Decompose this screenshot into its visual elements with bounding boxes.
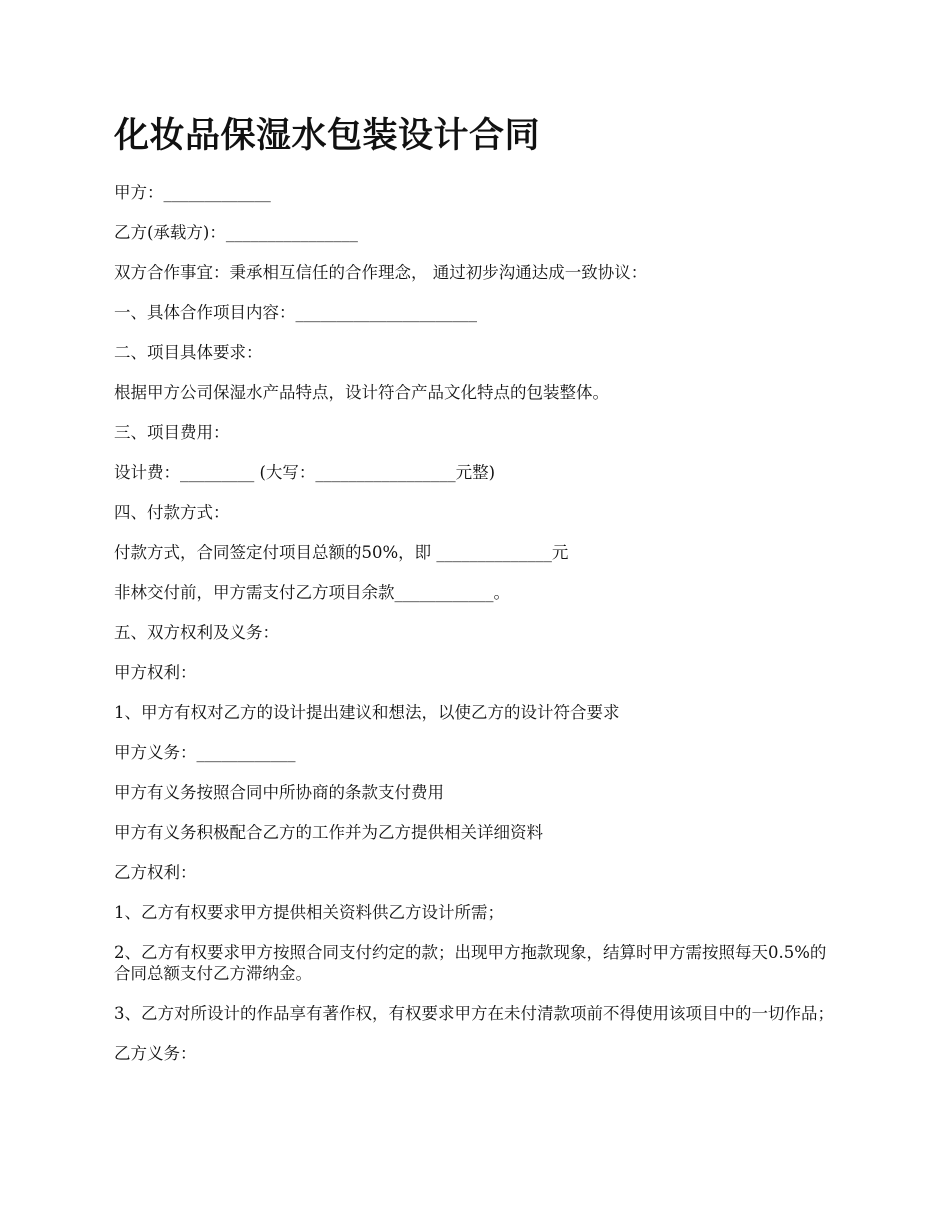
payment-method-line: 付款方式，合同签定付项目总额的50%，即 ______________元 — [114, 543, 569, 562]
cooperation-intro: 双方合作事宜：秉承相互信任的合作理念， 通过初步沟通达成一致协议： — [114, 263, 648, 282]
party-b-right-3: 3、乙方对所设计的作品享有著作权，有权要求甲方在未付清款项前不得使用该项目中的一切作品； — [114, 1004, 834, 1023]
party-a-duty-2: 甲方有义务积极配合乙方的工作并为乙方提供相关详细资料 — [114, 823, 543, 842]
contract-document — [114, 108, 836, 1083]
party-a-right-1: 1、甲方有权对乙方的设计提出建议和想法，以使乙方的设计符合要求 — [114, 703, 620, 722]
party-b-right-1: 1、乙方有权要求甲方提供相关资料供乙方设计所需； — [114, 903, 504, 922]
section-3-heading: 三、项目费用： — [114, 423, 230, 442]
party-a-duty-1: 甲方有义务按照合同中所协商的条款支付费用 — [114, 783, 444, 802]
party-a-rights-heading: 甲方权利： — [114, 663, 197, 682]
party-b-line: 乙方(承载方)：________________ — [114, 223, 358, 242]
party-b-rights-heading: 乙方权利： — [114, 863, 197, 882]
party-a-line: 甲方：_____________ — [114, 183, 271, 202]
party-a-duties-heading: 甲方义务：____________ — [114, 743, 296, 762]
section-5-heading: 五、双方权利及义务： — [114, 623, 279, 642]
balance-payment-line: 非林交付前，甲方需支付乙方项目余款____________。 — [114, 583, 510, 602]
design-fee-line: 设计费：_________ (大写：_________________元整) — [114, 463, 496, 482]
party-b-duties-heading: 乙方义务： — [114, 1044, 197, 1063]
section-4-heading: 四、付款方式： — [114, 503, 230, 522]
contract-title: 化妆品保湿水包装设计合同 — [114, 115, 541, 156]
party-b-right-2: 2、乙方有权要求甲方按照合同支付约定的款；出现甲方拖款现象，结算时甲方需按照每天0.5%的合同总额支付乙方滞纳金。 — [114, 943, 827, 983]
section-2-body: 根据甲方公司保湿水产品特点，设计符合产品文化特点的包装整体。 — [114, 383, 609, 402]
section-1-project-content: 一、具体合作项目内容：______________________ — [114, 303, 477, 322]
section-2-heading: 二、项目具体要求： — [114, 343, 263, 362]
